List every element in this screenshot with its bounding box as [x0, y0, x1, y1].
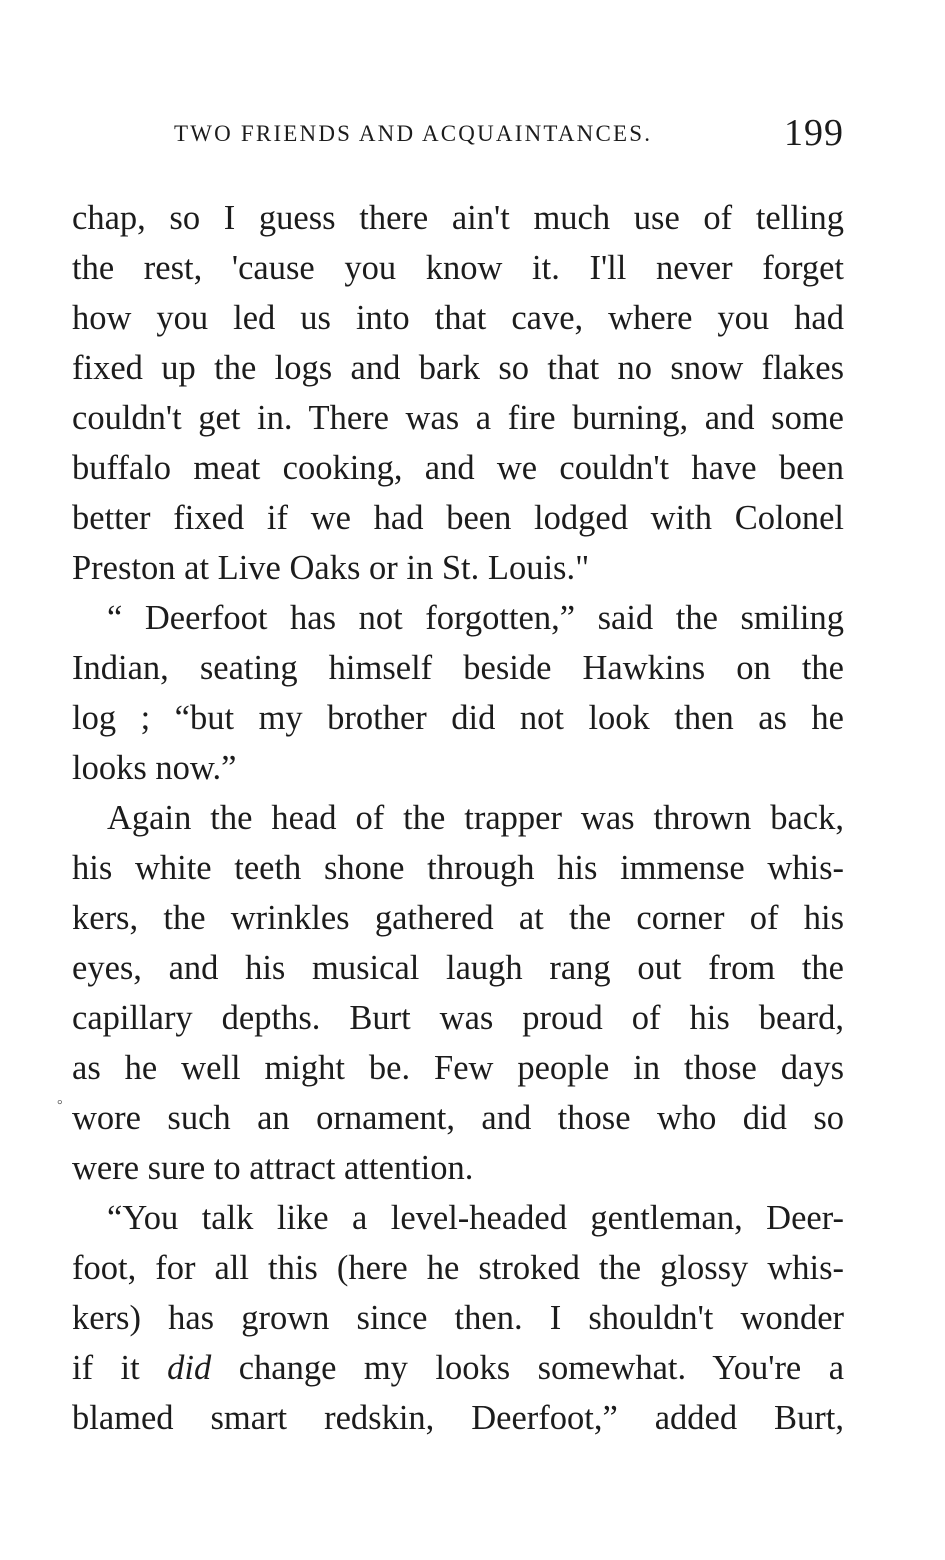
- text-line: blamed smart redskin, Deerfoot,” added Burt,: [72, 1399, 844, 1437]
- text-line: Again the head of the trapper was thrown back,: [107, 799, 844, 837]
- text-line: fixed up the logs and bark so that no snow flakes: [72, 349, 844, 387]
- text-line-italic-mix: [72, 1343, 844, 1393]
- text-line: his white teeth shone through his immense whis-: [72, 849, 844, 887]
- text-line: were sure to attract attention.: [72, 1149, 474, 1187]
- text-line: “ Deerfoot has not forgotten,” said the smiling: [107, 599, 844, 637]
- text-line: wore such an ornament, and those who did so: [72, 1099, 844, 1137]
- text-line: kers) has grown since then. I shouldn't wonder: [72, 1299, 844, 1337]
- print-speck-mark: °: [57, 1098, 63, 1113]
- text-line: eyes, and his musical laugh rang out from the: [72, 949, 844, 987]
- page-number: 199: [784, 112, 844, 154]
- text-line: “You talk like a level-headed gentleman, Deer-: [107, 1199, 844, 1237]
- body-text: [72, 193, 844, 1443]
- text-fragment: change my looks somewhat. You're a: [211, 1349, 845, 1387]
- text-line: chap, so I guess there ain't much use of telling: [72, 199, 844, 237]
- text-line: Indian, seating himself beside Hawkins on the: [72, 649, 844, 687]
- text-line: buffalo meat cooking, and we couldn't have been: [72, 449, 844, 487]
- text-line: Preston at Live Oaks or in St. Louis.": [72, 549, 590, 587]
- running-title: TWO FRIENDS AND ACQUAINTANCES.: [174, 121, 653, 146]
- italic-word: did: [167, 1349, 212, 1387]
- text-line: kers, the wrinkles gathered at the corner of his: [72, 899, 844, 937]
- text-line: as he well might be. Few people in those days: [72, 1049, 844, 1087]
- text-line: the rest, 'cause you know it. I'll never forget: [72, 249, 844, 287]
- text-line: log ; “but my brother did not look then as he: [72, 699, 844, 737]
- text-line: foot, for all this (here he stroked the glossy whis-: [72, 1249, 844, 1287]
- text-fragment: if it: [72, 1349, 168, 1387]
- text-line: better fixed if we had been lodged with Colonel: [72, 499, 844, 537]
- text-line: how you led us into that cave, where you had: [72, 299, 844, 337]
- text-line: capillary depths. Burt was proud of his beard,: [72, 999, 844, 1037]
- text-line: couldn't get in. There was a fire burning, and some: [72, 399, 844, 437]
- text-line: looks now.”: [72, 749, 237, 787]
- running-header: [72, 113, 844, 157]
